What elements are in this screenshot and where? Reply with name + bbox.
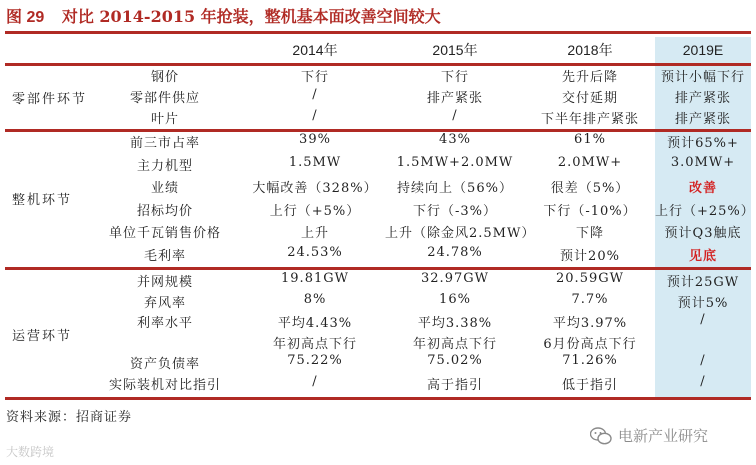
table-cell: 排产紧张: [426, 91, 483, 106]
row-label: 招标均价: [136, 203, 193, 219]
table-cell: 2.0MW+: [557, 154, 623, 170]
table-cell: 改善: [688, 181, 717, 196]
table-cell: 上行（+25%）: [655, 203, 755, 219]
table-cell: 7.7%: [571, 291, 609, 307]
table-cell: /: [700, 353, 706, 368]
group-label: 运营环节: [12, 329, 73, 344]
table-cell: /: [312, 87, 318, 102]
group-label: 整机环节: [12, 193, 73, 208]
row-label: 单位千瓦销售价格: [108, 226, 221, 241]
table-cell: 排产紧张: [674, 112, 731, 127]
table-cell: 预计5%: [677, 295, 729, 311]
row-label: 主力机型: [136, 158, 193, 174]
table-cell: 年初高点下行: [272, 336, 357, 352]
col-header-2014: 2014年: [292, 42, 338, 58]
table-cell: /: [312, 373, 318, 389]
table-cell: 上行（+5%）: [269, 203, 361, 219]
table-cell: 3.0MW+: [670, 154, 736, 170]
table-cell: 8%: [303, 291, 327, 307]
table-cell: 6月份高点下行: [543, 336, 637, 352]
table-cell: 先升后降: [561, 70, 618, 85]
table-cell: 下行（-3%）: [412, 203, 498, 219]
table-cell: 高于指引: [426, 377, 483, 393]
table-cell: 预计小幅下行: [660, 70, 745, 85]
watermark-left: [6, 443, 54, 460]
table-cell: 预计25GW: [666, 275, 740, 290]
table-cell: 平均4.43%: [277, 316, 353, 331]
row-label: 实际装机对比指引: [108, 377, 221, 393]
row-label: 前三市占率: [129, 136, 200, 151]
table-cell: 下行: [440, 70, 469, 85]
table-cell: 1.5MW: [288, 154, 342, 170]
watermark-right: [590, 425, 708, 446]
table-cell: 预计20%: [560, 248, 620, 264]
bottom-rule: [5, 397, 751, 400]
table-cell: 39%: [299, 132, 331, 147]
row-label: 弃风率: [143, 295, 186, 311]
table-cell: 交付延期: [561, 91, 618, 106]
group-rule-2: [5, 267, 751, 270]
table-cell: 下半年排产紧张: [540, 112, 639, 127]
table-cell: 43%: [439, 132, 471, 147]
table-cell: 75.22%: [287, 353, 343, 368]
row-label: 叶片: [150, 112, 179, 127]
row-label: 并网规模: [136, 275, 193, 290]
row-label: 利率水平: [136, 316, 193, 331]
table-cell: 低于指引: [561, 377, 618, 393]
table-cell: 24.53%: [287, 244, 343, 260]
table-cell: 排产紧张: [674, 91, 731, 106]
table-cell: /: [700, 312, 706, 327]
table-cell: /: [452, 108, 458, 123]
table-cell: 1.5MW+2.0MW: [396, 154, 514, 170]
table-cell: 19.81GW: [281, 271, 349, 286]
table-cell: 下行（-10%）: [543, 203, 637, 219]
row-label: 资产负债率: [129, 357, 200, 372]
row-label: 业绩: [150, 181, 179, 196]
table-cell: 16%: [439, 291, 471, 307]
table-cell: 上升（除金风2.5MW）: [385, 226, 536, 241]
table-cell: 见底: [688, 248, 717, 264]
table-cell: 71.26%: [562, 353, 618, 368]
table-cell: 32.97GW: [421, 271, 489, 286]
table-cell: 预计Q3触底: [664, 226, 742, 241]
table-cell: /: [312, 108, 318, 123]
figure-title-text: 对比 2014-2015 年抢装，整机基本面改善空间较大: [61, 7, 441, 26]
col-header-2015: 2015年: [432, 42, 478, 58]
table-cell: 61%: [574, 132, 606, 147]
group-label: 零部件环节: [12, 92, 88, 107]
table-cell: 20.59GW: [556, 271, 624, 286]
top-rule: [5, 31, 751, 34]
row-label: 钢价: [150, 70, 179, 85]
table-cell: 平均3.38%: [417, 316, 493, 331]
watermark-right-text: 电新产业研究: [618, 428, 709, 445]
table-cell: 年初高点下行: [412, 336, 497, 352]
row-label: 零部件供应: [129, 91, 200, 106]
table-cell: 很差（5%）: [550, 181, 630, 196]
table-cell: 24.78%: [427, 244, 483, 260]
table-cell: 75.02%: [427, 353, 483, 368]
table-cell: 上升: [300, 226, 329, 241]
table-cell: /: [700, 373, 706, 389]
col-header-2018: 2018年: [567, 42, 613, 58]
table-cell: 持续向上（56%）: [397, 181, 513, 196]
figure-number: 图 29: [6, 9, 45, 26]
source-note: 资料来源：招商证券: [6, 410, 133, 425]
figure-title: [6, 4, 441, 27]
table-cell: 下行: [300, 70, 329, 85]
watermark-left-text: 大数跨境: [6, 445, 55, 459]
table-cell: 下降: [575, 226, 604, 241]
table-cell: 预计65%+: [667, 136, 739, 151]
col-header-2019e: 2019E: [682, 42, 724, 58]
row-label: 毛利率: [143, 248, 186, 264]
table-cell: 平均3.97%: [552, 316, 628, 331]
table-cell: 大幅改善（328%）: [252, 181, 378, 196]
wechat-icon: [590, 427, 612, 445]
